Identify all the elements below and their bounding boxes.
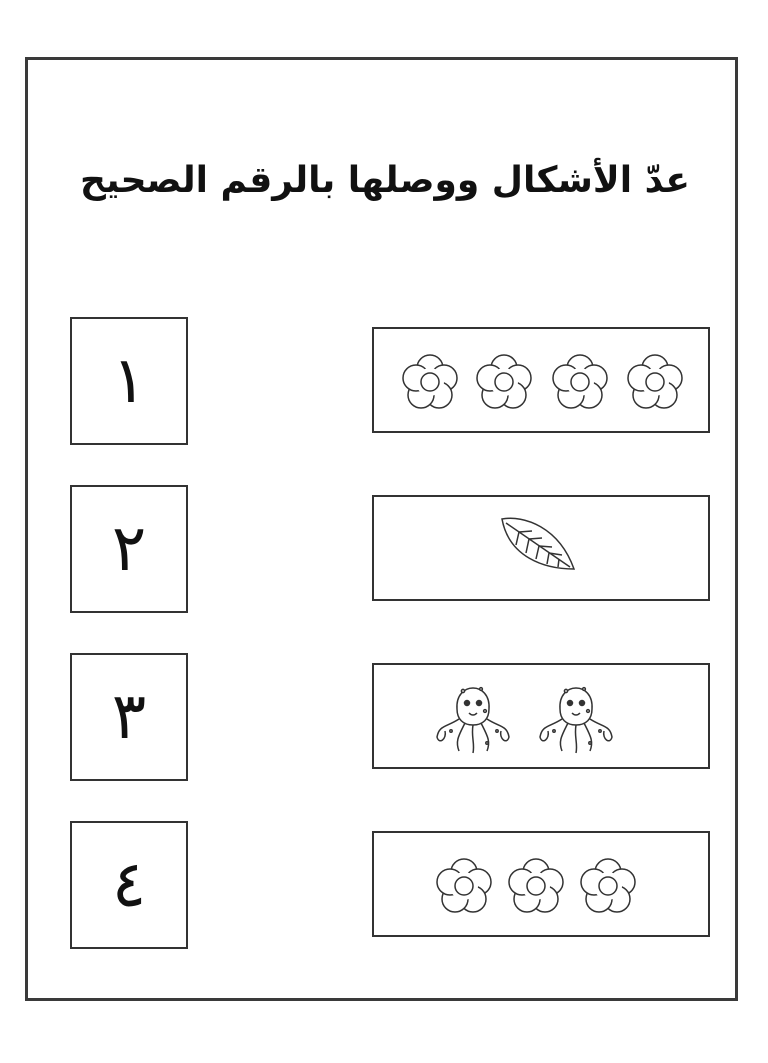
shape-box-flowers-3[interactable] [372,831,710,937]
flower-group [374,833,712,939]
leaf-icon [502,518,574,569]
octopus-group [374,665,712,771]
number-box-1[interactable] [70,317,188,445]
number-label: ٢ [111,512,147,586]
flower-icon [477,355,531,408]
octopus-icon [437,688,509,753]
shape-box-leaf-1[interactable] [372,495,710,601]
number-label: ١ [111,344,147,418]
leaf-group [374,497,712,603]
shape-box-flowers-4[interactable] [372,327,710,433]
number-box-4[interactable] [70,821,188,949]
octopus-icon [540,688,612,753]
number-box-2[interactable] [70,485,188,613]
flower-icon [509,859,563,912]
flower-icon [437,859,491,912]
number-label: ٣ [111,680,147,754]
flower-icon [403,355,457,408]
flower-group [374,329,712,435]
shape-box-octopus-2[interactable] [372,663,710,769]
flower-icon [553,355,607,408]
number-label: ٤ [111,848,147,922]
number-box-3[interactable] [70,653,188,781]
flower-icon [628,355,682,408]
flower-icon [581,859,635,912]
worksheet-title: عدّ الأشكال ووصلها بالرقم الصحيح [80,160,690,201]
